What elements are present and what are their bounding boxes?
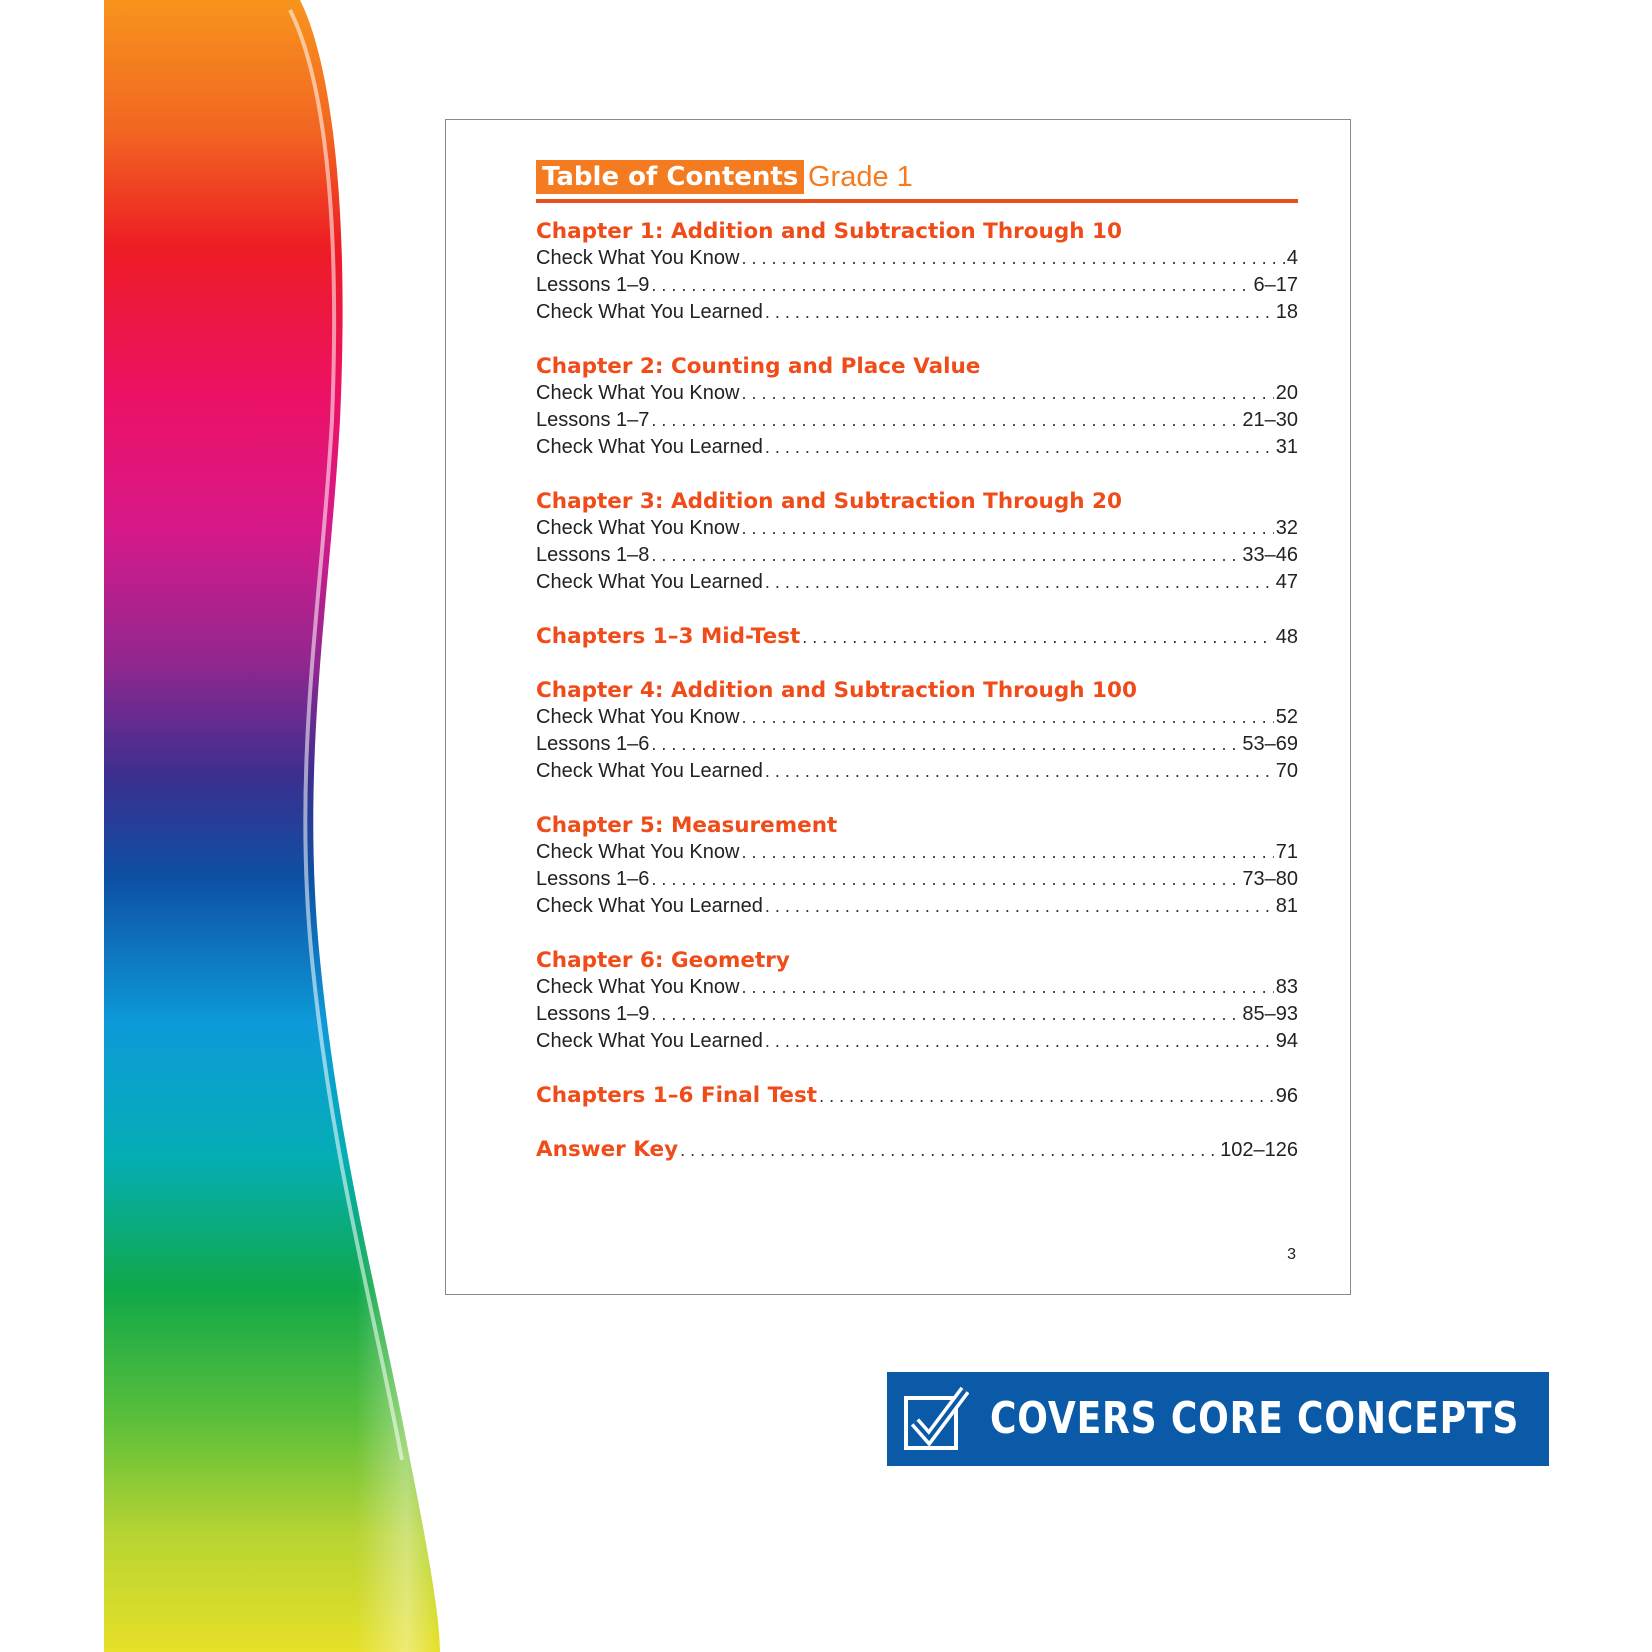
entry-label: Lessons 1–6 [536,868,650,890]
toc-section [536,353,1298,461]
entry-page: 96 [1275,1085,1298,1107]
dot-leader [680,1137,1218,1163]
entry-page: 32 [1275,517,1298,539]
entry-page: 6–17 [1253,274,1298,296]
toc-entry [536,839,1298,866]
toc-entry [536,731,1298,758]
toc-section [536,218,1298,326]
dot-leader [765,569,1274,596]
entry-label: Check What You Know [536,976,740,998]
dot-leader [765,893,1274,920]
entry-page: 21–30 [1242,409,1298,431]
entry-page: 47 [1275,571,1298,593]
dot-leader [765,758,1274,785]
toc-entry [536,515,1298,542]
entry-page: 53–69 [1242,733,1298,755]
toc-section [536,488,1298,596]
entry-page: 102–126 [1220,1139,1298,1161]
entry-page: 85–93 [1242,1003,1298,1025]
entry-label: Check What You Know [536,841,740,863]
entry-label: Lessons 1–6 [536,733,650,755]
checkmark-icon [903,1386,969,1452]
entry-label: Chapters 1–6 Final Test [536,1083,818,1108]
chapter-title: Chapter 3: Addition and Subtraction Through 20 [536,489,1122,514]
dot-leader [741,974,1273,1001]
dot-leader [802,624,1273,650]
entry-label: Check What You Know [536,247,740,269]
entry-label: Check What You Know [536,517,740,539]
toc-entry [536,434,1298,461]
toc-entry [536,380,1298,407]
toc-entry [536,1001,1298,1028]
toc-heading-tag: Table of Contents [536,160,804,194]
dot-leader [765,434,1274,461]
chapter-title: Chapter 6: Geometry [536,948,790,973]
toc-entry [536,893,1298,920]
entry-label: Answer Key [536,1137,679,1162]
toc-entry [536,245,1298,272]
toc-entry [536,1028,1298,1055]
toc-entry [536,704,1298,731]
entry-page: 4 [1286,247,1298,269]
dot-leader [741,380,1273,407]
toc-entry [536,299,1298,326]
toc-section [536,812,1298,920]
entry-label: Lessons 1–8 [536,544,650,566]
dot-leader [651,866,1240,893]
entry-label: Check What You Learned [536,301,763,323]
toc-entries [536,218,1298,1190]
dot-leader [651,1001,1240,1028]
chapter-title: Chapter 5: Measurement [536,813,838,838]
dot-leader [651,542,1240,569]
dot-leader [741,515,1273,542]
toc-entry [536,272,1298,299]
entry-page: 18 [1275,301,1298,323]
entry-page: 52 [1275,706,1298,728]
core-concepts-badge [887,1372,1549,1466]
page-number: 3 [1287,1246,1296,1263]
entry-page: 48 [1275,626,1298,648]
entry-page: 73–80 [1242,868,1298,890]
entry-page: 20 [1275,382,1298,404]
toc-page [445,119,1351,1295]
entry-page: 70 [1275,760,1298,782]
toc-entry [536,866,1298,893]
entry-label: Chapters 1–3 Mid-Test [536,624,801,649]
entry-label: Lessons 1–7 [536,409,650,431]
entry-label: Check What You Know [536,706,740,728]
chapter-title: Chapter 1: Addition and Subtraction Through 10 [536,219,1122,244]
header-rule [536,199,1298,203]
entry-page: 33–46 [1242,544,1298,566]
toc-section [536,623,1298,650]
toc-section [536,1082,1298,1109]
toc-entry [536,1136,1298,1163]
dot-leader [651,407,1240,434]
toc-entry [536,407,1298,434]
toc-entry [536,1082,1298,1109]
dot-leader [741,704,1273,731]
dot-leader [741,245,1284,272]
dot-leader [741,839,1273,866]
dot-leader [765,299,1274,326]
entry-page: 81 [1275,895,1298,917]
toc-entry [536,623,1298,650]
entry-label: Check What You Learned [536,436,763,458]
entry-label: Check What You Learned [536,895,763,917]
entry-label: Lessons 1–9 [536,1003,650,1025]
entry-label: Check What You Learned [536,760,763,782]
dot-leader [819,1083,1274,1109]
toc-section [536,677,1298,785]
chapter-title: Chapter 2: Counting and Place Value [536,354,981,379]
toc-section [536,947,1298,1055]
entry-label: Check What You Know [536,382,740,404]
grade-label: Grade 1 [808,161,913,193]
dot-leader [651,731,1240,758]
badge-text: COVERS CORE CONCEPTS [990,1393,1520,1444]
entry-label: Check What You Learned [536,571,763,593]
toc-section [536,1136,1298,1163]
dot-leader [651,272,1251,299]
dot-leader [765,1028,1274,1055]
entry-label: Check What You Learned [536,1030,763,1052]
entry-page: 31 [1275,436,1298,458]
toc-entry [536,974,1298,1001]
entry-page: 83 [1275,976,1298,998]
entry-label: Lessons 1–9 [536,274,650,296]
toc-entry [536,758,1298,785]
toc-entry [536,569,1298,596]
entry-page: 94 [1275,1030,1298,1052]
toc-entry [536,542,1298,569]
chapter-title: Chapter 4: Addition and Subtraction Through 100 [536,678,1137,703]
entry-page: 71 [1275,841,1298,863]
